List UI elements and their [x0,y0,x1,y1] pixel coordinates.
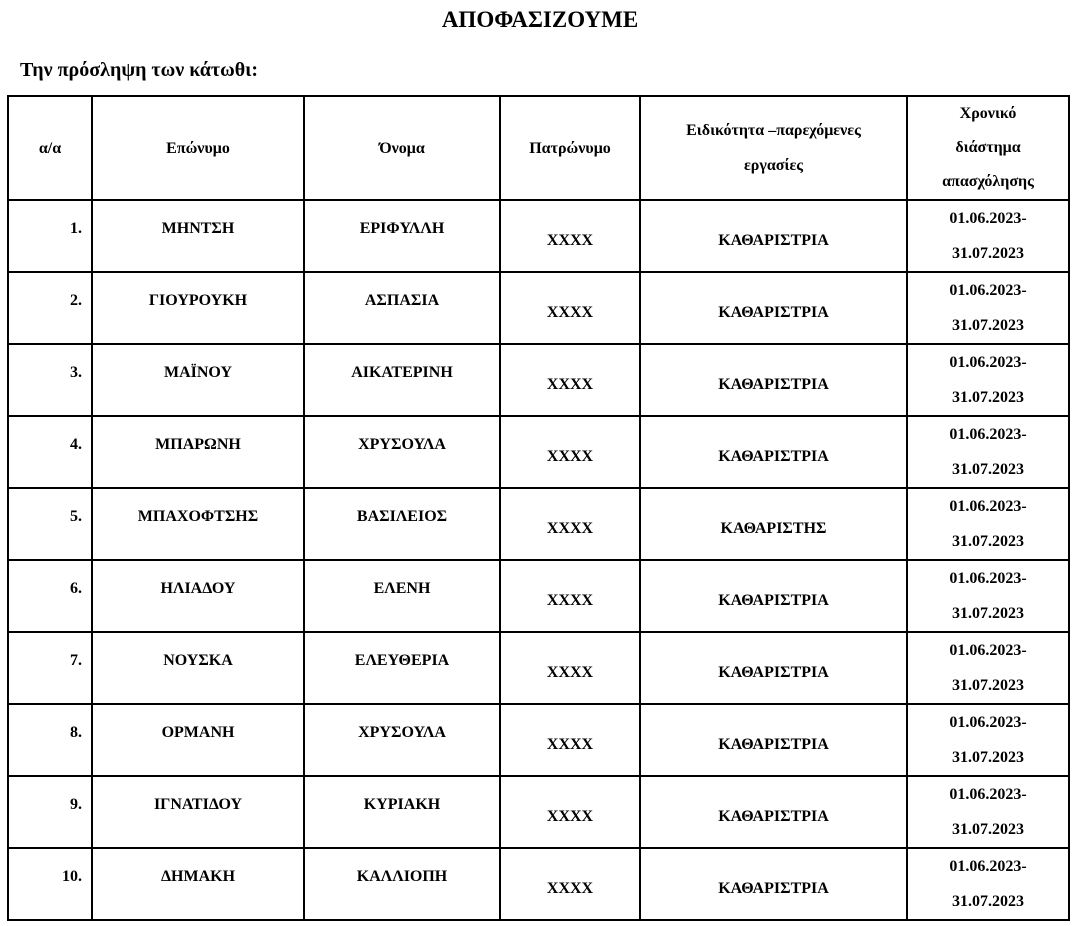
cell-surname: ΔΗΜΑΚΗ [92,848,304,920]
cell-specialty: ΚΑΘΑΡΙΣΤΡΙΑ [640,272,907,344]
period-start: 01.06.2023- [949,354,1027,371]
period-end: 31.07.2023 [952,749,1024,766]
period-start: 01.06.2023- [949,786,1027,803]
period-end: 31.07.2023 [952,245,1024,262]
cell-surname: ΜΠΑΡΩΝΗ [92,416,304,488]
period-start: 01.06.2023- [949,570,1027,587]
cell-specialty: ΚΑΘΑΡΙΣΤΡΙΑ [640,848,907,920]
cell-name: ΧΡΥΣΟΥΛΑ [304,416,500,488]
cell-surname: ΙΓΝΑΤΙΔΟΥ [92,776,304,848]
cell-index: 10. [8,848,92,920]
header-specialty-line2: εργασίες [743,157,804,174]
period-start: 01.06.2023- [949,858,1027,875]
header-period-line2: διάστημα [955,139,1021,156]
cell-father-name: XXXX [500,560,640,632]
cell-surname: ΓΙΟΥΡΟΥΚΗ [92,272,304,344]
page-title: ΑΠΟΦΑΣΙΖΟΥΜΕ [441,7,639,32]
cell-specialty: ΚΑΘΑΡΙΣΤΡΙΑ [640,344,907,416]
period-end: 31.07.2023 [952,533,1024,550]
period-start: 01.06.2023- [949,642,1027,659]
cell-period [907,704,1069,776]
header-period-line3: απασχόλησης [942,173,1034,190]
cell-father-name: XXXX [500,704,640,776]
period-end: 31.07.2023 [952,389,1024,406]
cell-specialty: ΚΑΘΑΡΙΣΤΡΙΑ [640,776,907,848]
period-end: 31.07.2023 [952,605,1024,622]
cell-name: ΑΙΚΑΤΕΡΙΝΗ [304,344,500,416]
header-name: Όνομα [304,96,500,200]
table-row [8,848,1069,920]
cell-specialty: ΚΑΘΑΡΙΣΤΗΣ [640,488,907,560]
table-row [8,632,1069,704]
table-row [8,272,1069,344]
table-row [8,344,1069,416]
table-header-row [8,96,1069,200]
period-end: 31.07.2023 [952,893,1024,910]
header-surname: Επώνυμο [92,96,304,200]
period-end: 31.07.2023 [952,821,1024,838]
cell-period [907,344,1069,416]
cell-surname: ΟΡΜΑΝΗ [92,704,304,776]
header-specialty [640,96,907,200]
cell-name: ΚΥΡΙΑΚΗ [304,776,500,848]
cell-specialty: ΚΑΘΑΡΙΣΤΡΙΑ [640,632,907,704]
cell-index: 4. [8,416,92,488]
period-end: 31.07.2023 [952,461,1024,478]
cell-index: 2. [8,272,92,344]
header-index: α/α [8,96,92,200]
intro-text: Την πρόσληψη των κάτωθι: [20,59,259,81]
cell-name: ΧΡΥΣΟΥΛΑ [304,704,500,776]
period-end: 31.07.2023 [952,677,1024,694]
cell-surname: ΝΟΥΣΚΑ [92,632,304,704]
cell-period [907,560,1069,632]
cell-name: ΑΣΠΑΣΙΑ [304,272,500,344]
table-row [8,560,1069,632]
table-row [8,200,1069,272]
header-father-name: Πατρώνυμο [500,96,640,200]
period-end: 31.07.2023 [952,317,1024,334]
period-start: 01.06.2023- [949,426,1027,443]
cell-period [907,848,1069,920]
header-specialty-line1: Ειδικότητα –παρεχόμενες [686,122,861,139]
period-start: 01.06.2023- [949,282,1027,299]
table-row [8,416,1069,488]
table-row [8,776,1069,848]
cell-father-name: XXXX [500,200,640,272]
cell-surname: ΜΠΑΧΟΦΤΣΗΣ [92,488,304,560]
period-start: 01.06.2023- [949,210,1027,227]
cell-name: ΕΛΕΥΘΕΡΙΑ [304,632,500,704]
header-period-line1: Χρονικό [959,105,1017,122]
cell-specialty: ΚΑΘΑΡΙΣΤΡΙΑ [640,704,907,776]
cell-index: 8. [8,704,92,776]
cell-index: 7. [8,632,92,704]
cell-father-name: XXXX [500,848,640,920]
cell-surname: ΗΛΙΑΔΟΥ [92,560,304,632]
cell-index: 9. [8,776,92,848]
cell-name: ΒΑΣΙΛΕΙΟΣ [304,488,500,560]
cell-period [907,200,1069,272]
hiring-table [7,95,1070,921]
cell-specialty: ΚΑΘΑΡΙΣΤΡΙΑ [640,560,907,632]
table-row [8,488,1069,560]
cell-period [907,416,1069,488]
cell-period [907,488,1069,560]
cell-father-name: XXXX [500,416,640,488]
cell-father-name: XXXX [500,272,640,344]
cell-index: 3. [8,344,92,416]
cell-index: 1. [8,200,92,272]
cell-father-name: XXXX [500,776,640,848]
cell-surname: ΜΗΝΤΣΗ [92,200,304,272]
cell-father-name: XXXX [500,632,640,704]
cell-father-name: XXXX [500,488,640,560]
cell-surname: ΜΑΪΝΟΥ [92,344,304,416]
cell-father-name: XXXX [500,344,640,416]
cell-period [907,776,1069,848]
cell-specialty: ΚΑΘΑΡΙΣΤΡΙΑ [640,200,907,272]
cell-index: 6. [8,560,92,632]
cell-name: ΕΛΕΝΗ [304,560,500,632]
cell-name: ΚΑΛΛΙΟΠΗ [304,848,500,920]
header-period [907,96,1069,200]
cell-specialty: ΚΑΘΑΡΙΣΤΡΙΑ [640,416,907,488]
period-start: 01.06.2023- [949,498,1027,515]
cell-period [907,272,1069,344]
cell-index: 5. [8,488,92,560]
table-row [8,704,1069,776]
period-start: 01.06.2023- [949,714,1027,731]
cell-period [907,632,1069,704]
cell-name: ΕΡΙΦΥΛΛΗ [304,200,500,272]
